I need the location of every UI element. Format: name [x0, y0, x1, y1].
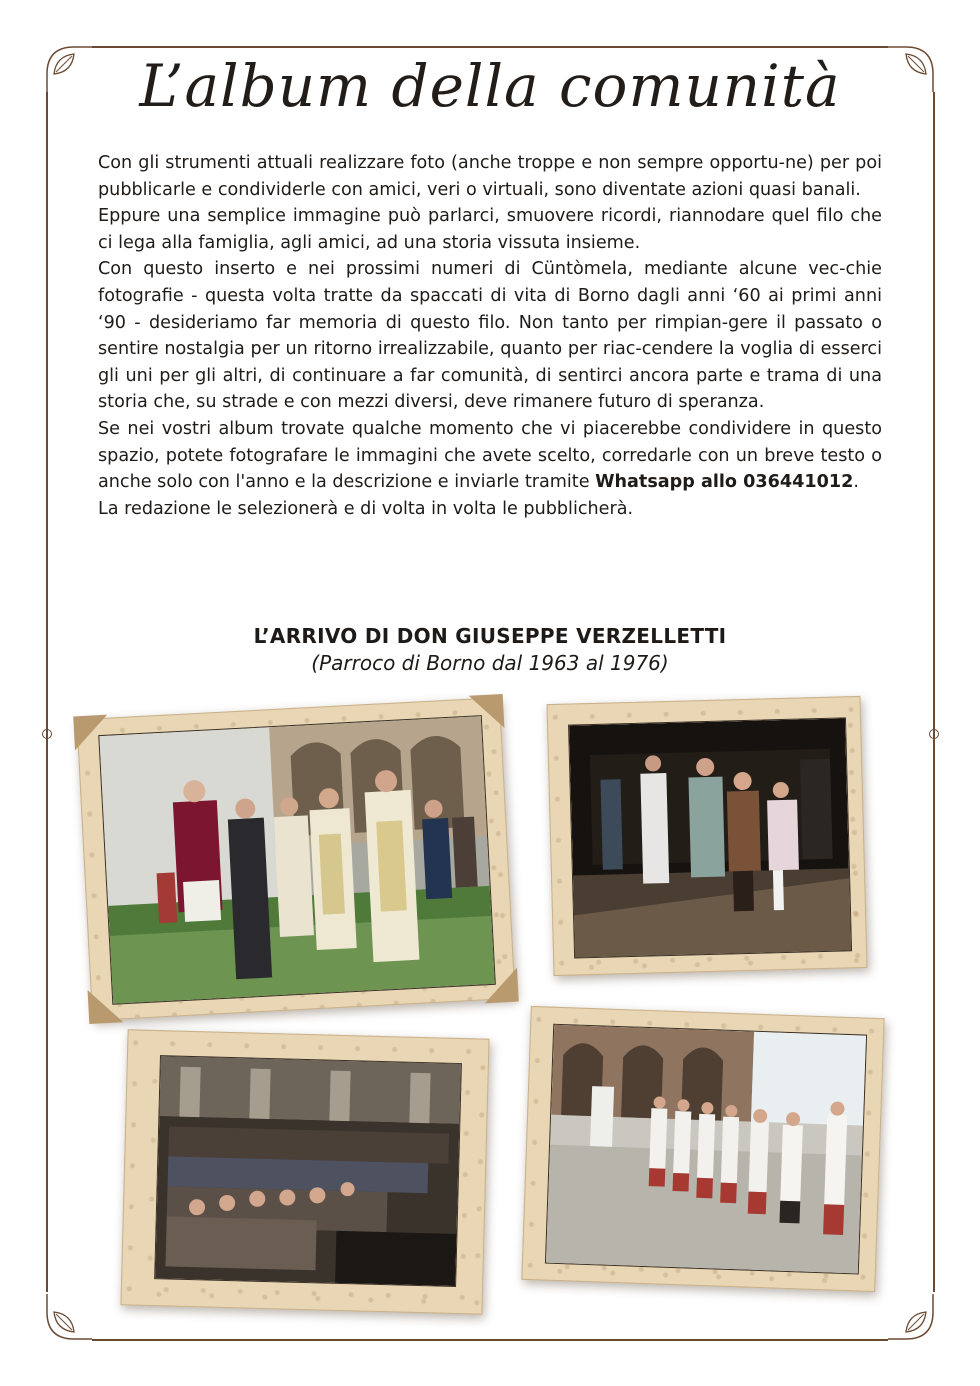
frame-left-line	[46, 92, 48, 1292]
photo-card-1	[76, 697, 515, 1021]
leaf-corner-bottom-right-icon	[888, 1294, 936, 1342]
frame-top-line	[92, 46, 888, 48]
paragraph-1: Con gli strumenti attuali realizzare foto (anche troppe e non sempre opportu-ne) per poi pubblicarle e condividerle con amici, veri o virtuali, sono diventate azioni quasi banali.	[98, 153, 882, 200]
photo-card-3	[120, 1029, 489, 1314]
frame-dot-left	[42, 729, 52, 739]
page-title: L’album della comunità	[139, 52, 841, 120]
paragraph-2: Eppure una semplice immagine può parlarci, smuovere ricordi, riannodare quel filo che ci lega alla famiglia, agli amici, ad una storia vissuta insieme.	[98, 206, 882, 253]
photo-procession-outdoor	[98, 715, 496, 1005]
photo-corner-tab-bl	[88, 988, 124, 1024]
paragraph-4-end: .	[853, 472, 859, 493]
paragraph-5: La redazione le selezionerà e di volta in volta le pubblicherà.	[98, 498, 634, 519]
frame-bottom-line	[92, 1339, 888, 1341]
photo-congregation-seated	[154, 1055, 462, 1287]
frame-right-line	[933, 92, 935, 1292]
paragraph-4	[98, 416, 882, 496]
photo-card-2	[546, 696, 867, 976]
section-subheading: (Parroco di Borno dal 1963 al 1976)	[311, 651, 669, 675]
leaf-corner-bottom-left-icon	[44, 1294, 92, 1342]
frame-dot-right	[929, 729, 939, 739]
photo-church-interior-children	[568, 717, 852, 958]
section-heading: L’ARRIVO DI DON GIUSEPPE VERZELLETTI	[253, 624, 727, 648]
photo-card-4	[521, 1006, 884, 1292]
photo-corner-tab-tr	[469, 694, 505, 730]
photo-corner-tab-tl	[73, 715, 109, 751]
paragraph-3: Con questo inserto e nei prossimi numeri di Cüntòmela, mediante alcune vec-chie fotografie - questa volta tratte da spaccati di vita di Borno dagli anni ‘60 ai primi anni ‘90 - desideriamo far memoria di questo filo. Non tanto per rimpian-gere il passato o sentire nostalgia per un ritorno irrealizzabile, quanto per riac-cendere la voglia di esserci gli uni per gli altri, di continuare a far comunità, di sentirci ancora parte e trama di una storia che, su strade e con mezzi diversi, deve rimanere futuro di speranza.	[98, 259, 882, 413]
paragraph-4-text: Se nei vostri album trovate qualche momento che vi piacerebbe condividere in questo spazio, potete fotografare le immagini che avete scelto, corredarle con un breve testo o anche solo con l'anno e la descrizione e inviarle tramite	[98, 418, 882, 493]
photo-altar-boys-courtyard	[545, 1024, 867, 1275]
whatsapp-contact: Whatsapp allo 036441012	[595, 472, 854, 493]
intro-text	[98, 150, 882, 522]
photo-corner-tab-br	[483, 968, 519, 1004]
